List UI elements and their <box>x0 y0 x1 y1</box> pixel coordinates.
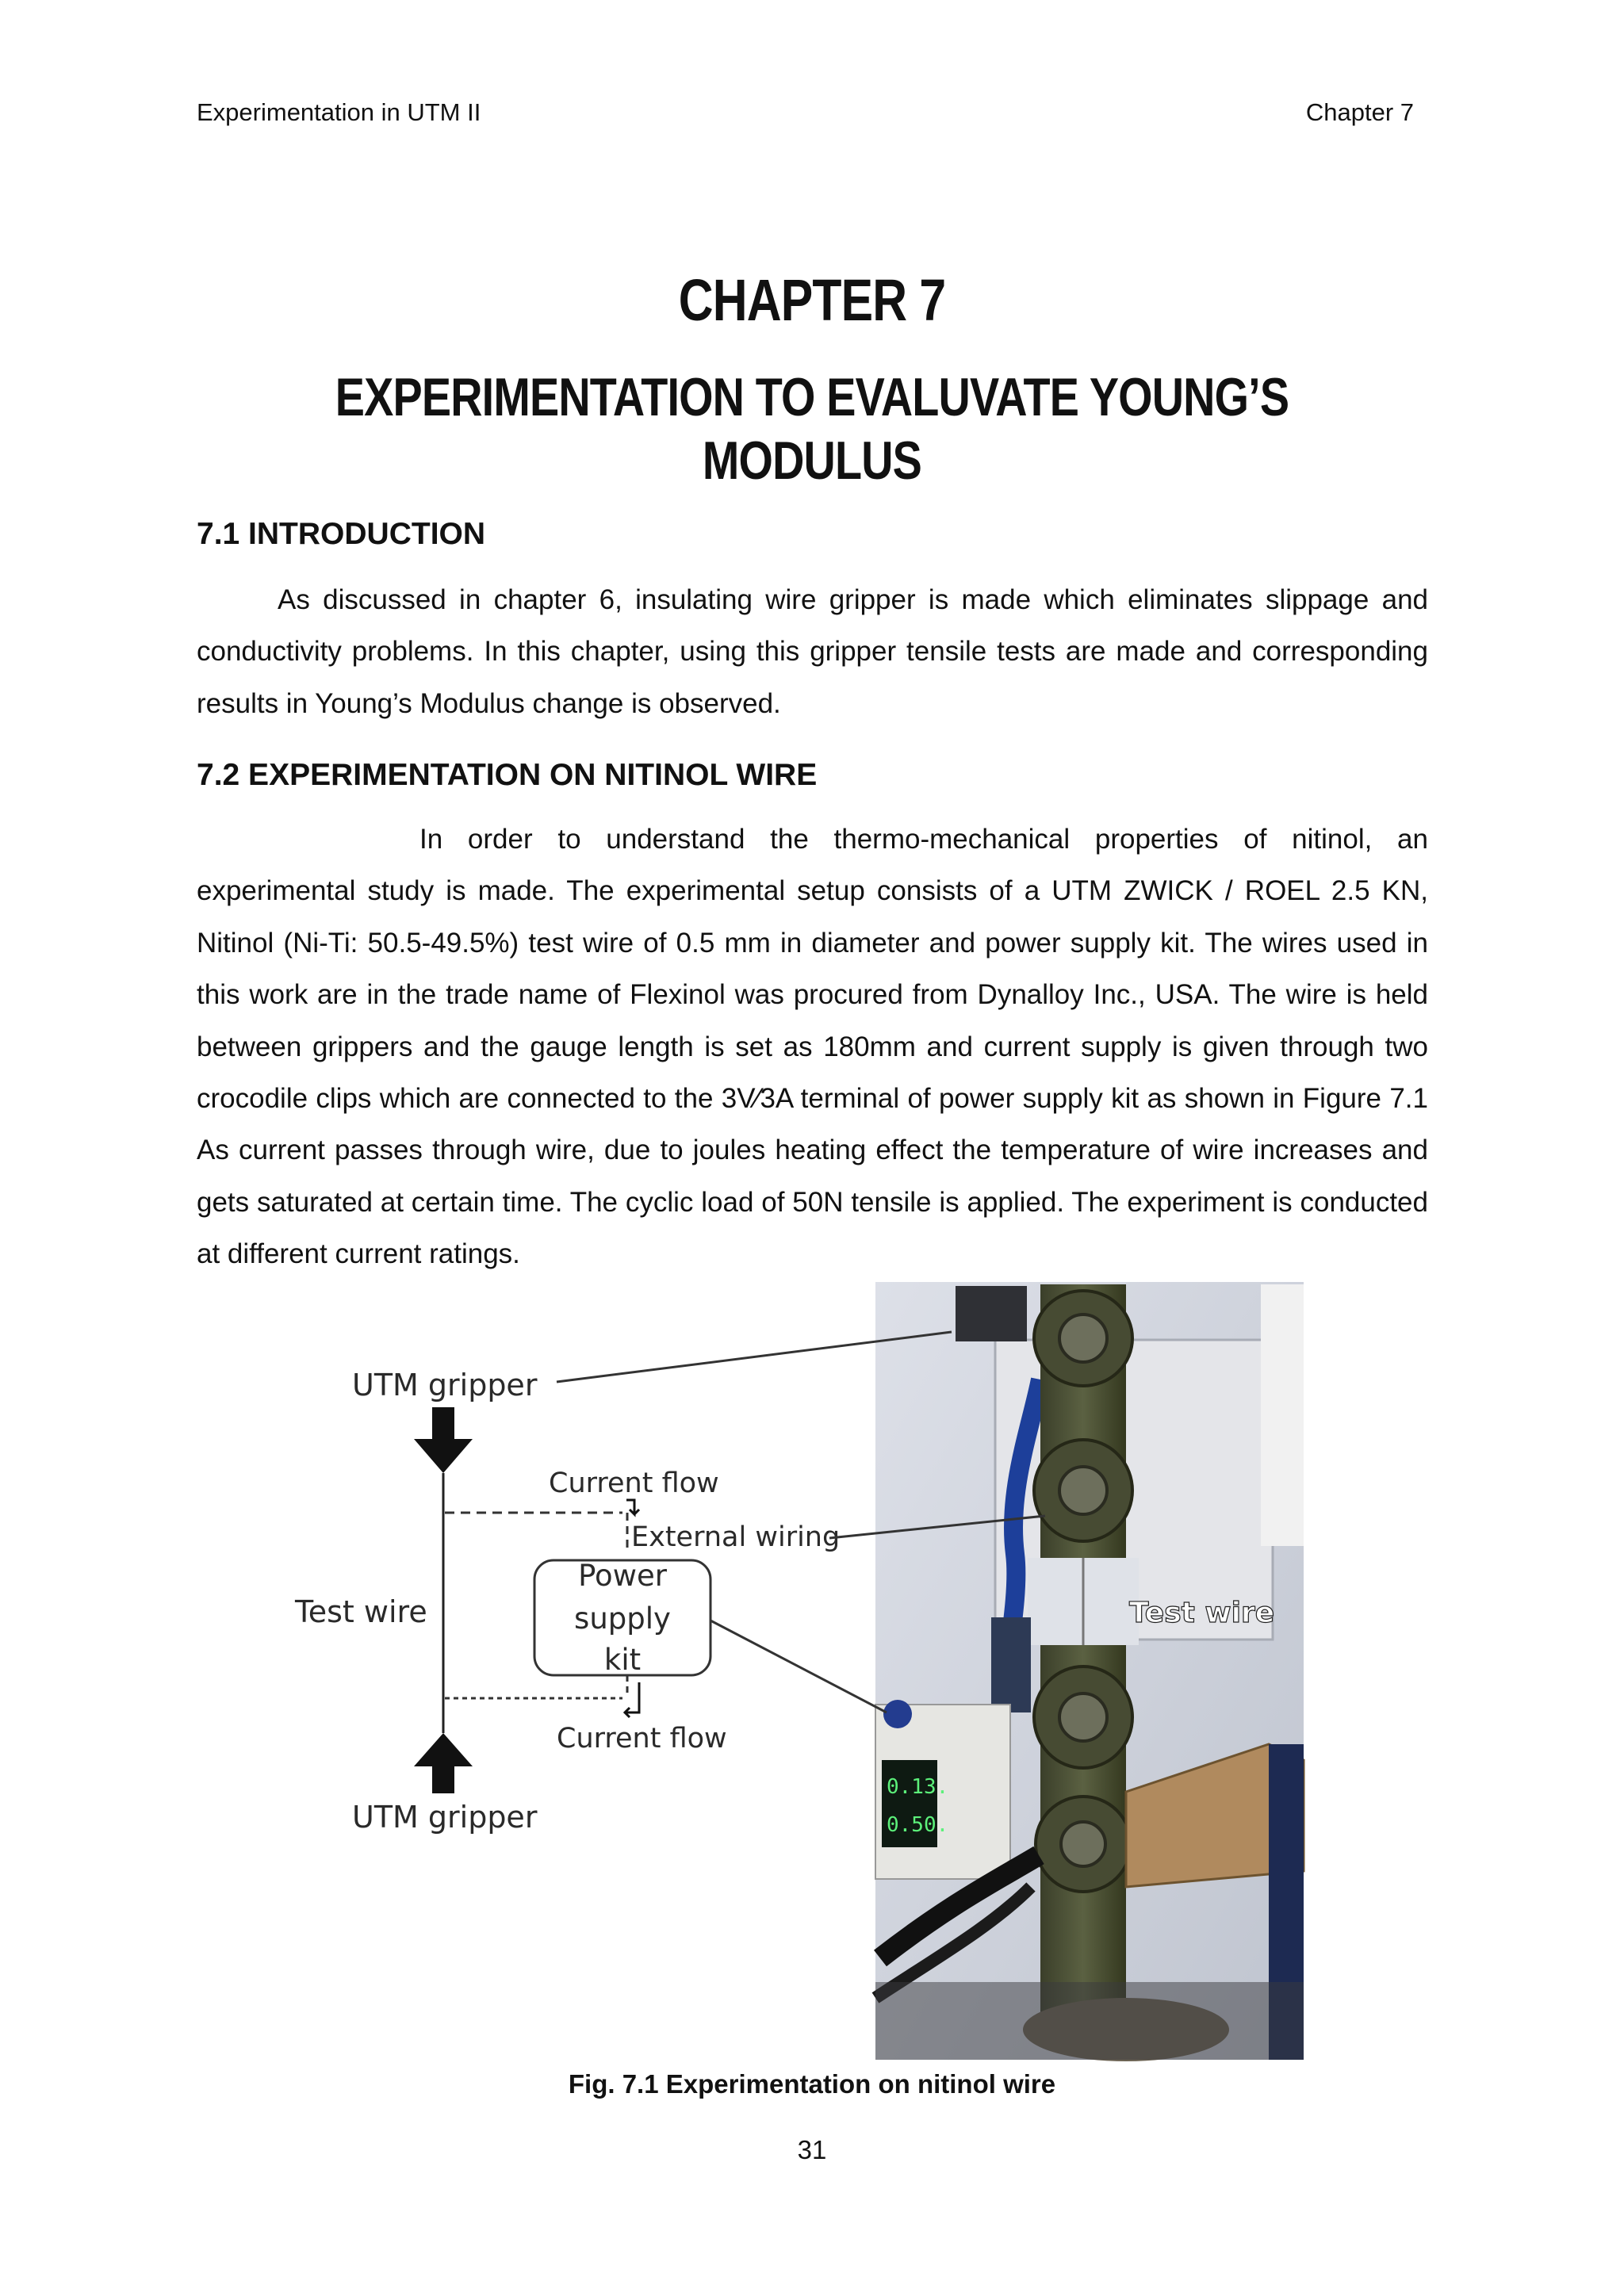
power-supply-label-line3: kit <box>603 1643 642 1677</box>
paragraph-text: As discussed in chapter 6, insulating wire gripper is made which eliminates slippage and conductivity problems. In this chapter, using this gripper tensile tests are made and corresponding results in Young’s Modulus change is observed. <box>197 584 1428 719</box>
arrow-up-icon <box>414 1733 473 1793</box>
chapter-number: CHAPTER 7 <box>678 267 946 333</box>
current-flow-top-label: Current flow <box>549 1468 719 1499</box>
chapter-title-line1: EXPERIMENTATION TO EVALUVATE YOUNG’S <box>335 367 1289 427</box>
utm-gripper-top-label: UTM gripper <box>352 1368 538 1402</box>
utm-gripper-bottom-label: UTM gripper <box>352 1800 538 1835</box>
paragraph-text: In order to understand the thermo-mechanical properties of nitinol, an experimental study is made. The experimental setup consists of a UTM ZWICK / ROEL 2.5 KN, Nitinol (Ni-Ti: 50.5-49.5%) test wire of 0.5 mm in diameter and power supply kit. The wires used in this work are in the trade name of Flexinol was procured from Dynalloy Inc., USA. The wire is held between grippers and the gauge length is set as 180mm and current supply is given through two crocodile clips which are connected to the 3V⁄3A terminal of power supply kit as shown in Figure 7.1 As current passes through wire, due to joules heating effect the temperature of wire increases and gets saturated at certain time. The cyclic load of 50N tensile is applied. The experiment is conducted at different current ratings. <box>197 824 1428 1270</box>
power-supply-label-line1: Power <box>578 1559 667 1593</box>
running-header-left: Experimentation in UTM II <box>197 98 481 126</box>
arrow-down-icon <box>414 1407 473 1473</box>
setup-photograph <box>875 1282 1304 2061</box>
test-wire-label: Test wire <box>295 1594 427 1629</box>
external-wiring-label: External wiring <box>631 1521 841 1553</box>
figure-caption: Fig. 7.1 Experimentation on nitinol wire <box>568 2069 1056 2099</box>
page-number: 31 <box>797 2135 827 2164</box>
power-supply-label-line2: supply <box>574 1601 671 1636</box>
current-arrow-icon <box>626 1500 639 1514</box>
photo-test-wire-label: Test wire <box>1129 1597 1275 1629</box>
current-flow-bottom-label: Current flow <box>557 1723 727 1755</box>
display-reading-bottom: 0.50. <box>887 1813 949 1837</box>
chapter-title-line2: MODULUS <box>702 430 922 491</box>
section-heading-experimentation: 7.2 EXPERIMENTATION ON NITINOL WIRE <box>197 758 818 792</box>
section-heading-introduction: 7.1 INTRODUCTION <box>197 517 486 551</box>
running-header-right: Chapter 7 <box>1305 98 1414 126</box>
display-reading-top: 0.13. <box>887 1775 949 1799</box>
